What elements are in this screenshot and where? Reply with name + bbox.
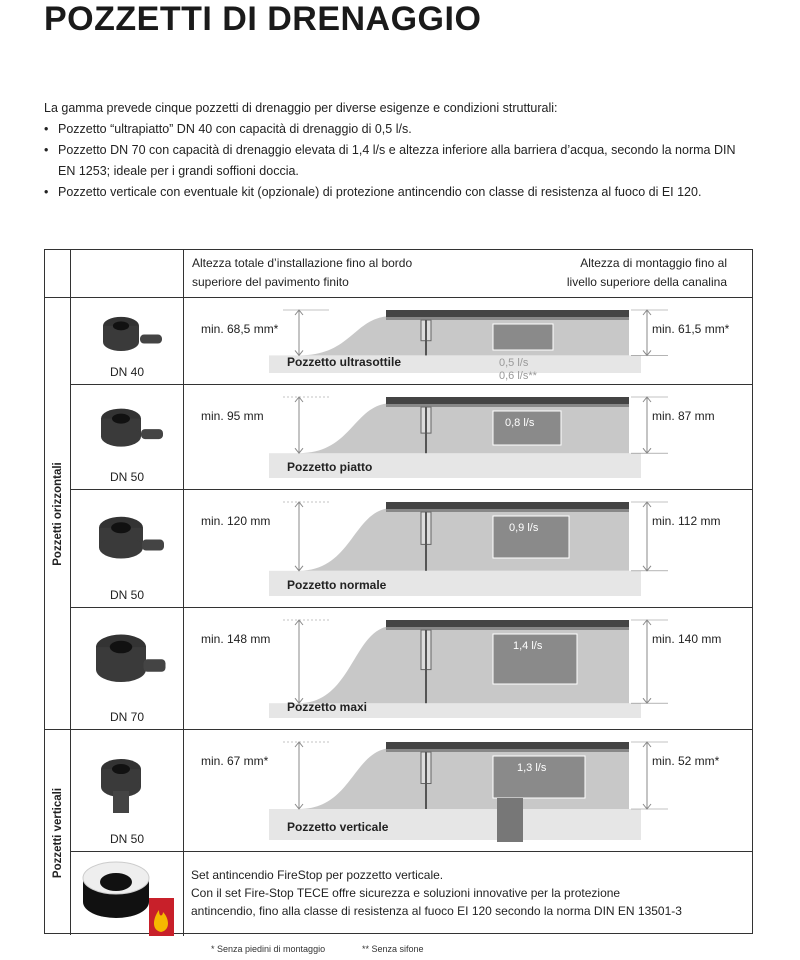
drain-row	[71, 607, 752, 730]
intro-bullet: • Pozzetto “ultrapiatto” DN 40 con capacità di drenaggio di 0,5 l/s.	[44, 119, 744, 140]
drain-product-image	[71, 608, 184, 730]
total-height-label: min. 68,5 mm*	[201, 322, 279, 336]
installation-diagram	[183, 385, 754, 490]
mounting-height-label: min. 61,5 mm*	[652, 322, 730, 336]
group-label: Pozzetti orizzontali	[51, 461, 64, 566]
drain-name: Pozzetto piatto	[287, 460, 373, 474]
flow-rate: 1,4 l/s	[513, 640, 543, 652]
channel-bar	[386, 310, 629, 317]
header-row	[71, 250, 752, 297]
header-blank	[71, 250, 184, 297]
installation-diagram	[183, 298, 754, 385]
footnote: * Senza piedini di montaggio	[211, 944, 326, 954]
drain-row	[71, 729, 752, 852]
drain-table	[44, 249, 753, 934]
intro-bullet: • Pozzetto DN 70 con capacità di drenaggio elevata di 1,4 l/s e altezza inferiore alla barriera d’acqua, secondo la norma DIN EN 1253; ideale per i grandi soffioni doccia.	[44, 140, 744, 182]
installation-diagram	[183, 730, 754, 852]
flow-rate: 1,3 l/s	[517, 762, 547, 774]
footnote: ** Senza sifone	[362, 944, 424, 954]
firestop-line: antincendio, fino alla classe di resistenza al fuoco EI 120 secondo la norma DIN EN 13501-3	[191, 904, 682, 918]
firestop-text	[191, 866, 682, 920]
drain-product-image	[71, 490, 184, 608]
drain-body	[493, 324, 553, 350]
page-title: POZZETTI DI DRENAGGIO	[44, 0, 482, 38]
firestop-line: Set antincendio FireStop per pozzetto verticale.	[191, 868, 444, 882]
drain-name: Pozzetto normale	[287, 578, 387, 592]
drain-dn: DN 50	[109, 832, 144, 846]
channel-bar	[386, 620, 629, 627]
header-left: Altezza totale d’installazione fino al bordo superiore del pavimento finito	[192, 256, 413, 289]
firestop-line: Con il set Fire-Stop TECE offre sicurezza e soluzioni innovative per la protezione	[191, 886, 621, 900]
channel-bar	[386, 397, 629, 404]
flow-rate-value: 0,5 l/s	[499, 357, 529, 370]
drain-product-image	[71, 298, 184, 385]
total-height-label: min. 67 mm*	[201, 754, 269, 768]
drain-product-image	[71, 385, 184, 490]
total-height-label: min. 120 mm	[201, 514, 271, 528]
flow-rate-value: 0,6 l/s**	[499, 370, 537, 383]
screed	[299, 626, 629, 703]
intro-bullet: • Pozzetto verticale con eventuale kit (opzionale) di protezione antincendio con classe di resistenza al fuoco di EI 120.	[44, 182, 744, 203]
installation-diagram	[183, 490, 754, 608]
mounting-height-label: min. 87 mm	[652, 409, 715, 423]
intro-lead: La gamma prevede cinque pozzetti di drenaggio per diverse esigenze e condizioni strutturali:	[44, 101, 558, 115]
header-right: Altezza di montaggio fino al livello superiore della canalina	[566, 256, 727, 289]
drain-row	[71, 297, 752, 385]
drain-dn: DN 70	[109, 710, 144, 724]
group-horizontal	[45, 297, 71, 729]
drain-row	[71, 489, 752, 608]
screed	[299, 508, 629, 571]
drain-name: Pozzetto maxi	[287, 700, 368, 714]
installation-diagram	[183, 608, 754, 730]
drain-product-image	[71, 730, 184, 852]
screed	[299, 403, 629, 453]
group-label: Pozzetti verticali	[51, 787, 64, 878]
mounting-height-label: min. 112 mm	[652, 514, 721, 528]
screed	[299, 316, 629, 355]
flow-rate: 0,8 l/s	[505, 417, 535, 429]
group-vertical	[45, 729, 71, 935]
flow-rate: 0,9 l/s	[509, 522, 539, 534]
drain-name: Pozzetto verticale	[287, 820, 389, 834]
drain-dn: DN 50	[109, 470, 144, 484]
firestop-image	[71, 852, 184, 936]
group-blank	[45, 250, 71, 297]
firestop-row	[71, 851, 752, 936]
firestop-ring-icon	[71, 852, 183, 936]
mounting-height-label: min. 52 mm*	[652, 754, 720, 768]
channel-bar	[386, 502, 629, 509]
channel-bar	[386, 742, 629, 749]
total-height-label: min. 148 mm	[201, 632, 271, 646]
drain-dn: DN 50	[109, 588, 144, 602]
intro	[44, 98, 744, 203]
drain-dn: DN 40	[109, 365, 144, 379]
drain-name: Pozzetto ultrasottile	[287, 355, 402, 369]
flow-rate	[499, 357, 537, 383]
mounting-height-label: min. 140 mm	[652, 632, 722, 646]
drain-row	[71, 384, 752, 490]
total-height-label: min. 95 mm	[201, 409, 264, 423]
